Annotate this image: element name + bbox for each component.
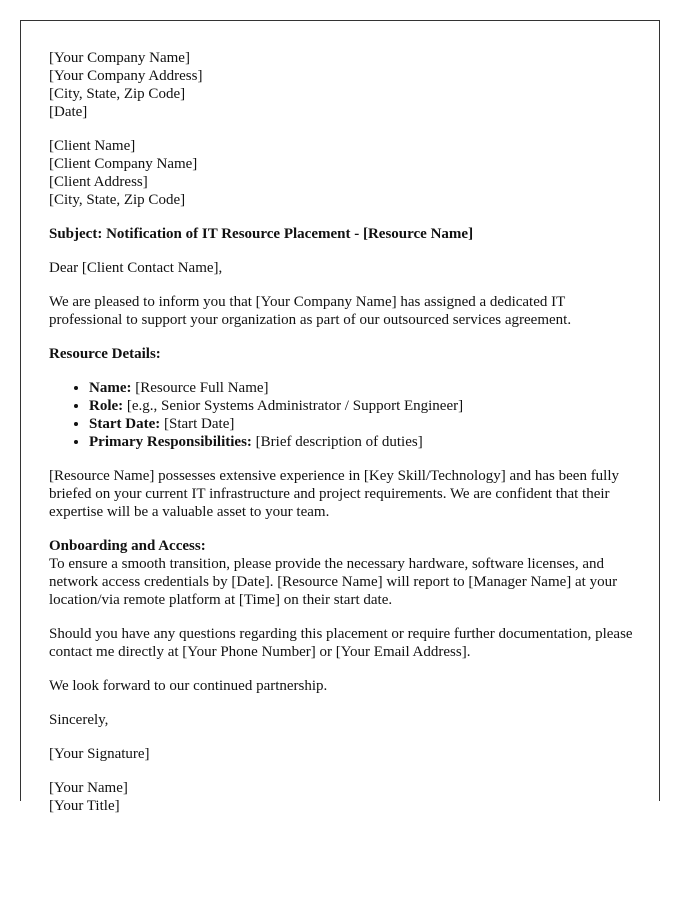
detail-value: [e.g., Senior Systems Administrator / Support Engineer]	[123, 398, 464, 414]
signer-name: [Your Name]	[49, 780, 128, 796]
detail-label: Start Date:	[89, 416, 161, 432]
intro-paragraph: We are pleased to inform you that [Your Company Name] has assigned a dedicated IT professional to support your organization as part of our outsourced services agreement.	[49, 294, 572, 328]
resource-details-list	[49, 379, 639, 451]
client-company-name: [Client Company Name]	[49, 156, 198, 172]
onboarding-section	[49, 537, 639, 609]
onboarding-heading: Onboarding and Access:	[49, 538, 206, 554]
sender-address-block	[49, 49, 639, 121]
client-city-state-zip: [City, State, Zip Code]	[49, 192, 186, 208]
recipient-address-block	[49, 137, 639, 209]
client-address: [Client Address]	[49, 174, 148, 190]
detail-start-date	[89, 415, 639, 433]
resource-details-heading: Resource Details:	[49, 346, 161, 362]
letter-page	[20, 20, 660, 814]
detail-value: [Resource Full Name]	[131, 380, 269, 396]
closing-line: We look forward to our continued partnership.	[49, 678, 328, 694]
client-name: [Client Name]	[49, 138, 136, 154]
onboarding-body: To ensure a smooth transition, please provide the necessary hardware, software licenses, and network access credentials by [Date]. [Resource Name] will report to [Manager Name] at your location/via remote platform at [Time] on their start date.	[49, 556, 618, 608]
signer-title: [Your Title]	[49, 798, 120, 814]
sender-city-state-zip: [City, State, Zip Code]	[49, 86, 186, 102]
signoff: Sincerely,	[49, 712, 109, 728]
contact-paragraph: Should you have any questions regarding this placement or require further documentation, please contact me directly at [Your Phone Number] or [Your Email Address].	[49, 626, 633, 660]
detail-label: Role:	[89, 398, 124, 414]
signer-block	[49, 779, 639, 815]
experience-paragraph: [Resource Name] possesses extensive experience in [Key Skill/Technology] and has been fully briefed on your current IT infrastructure and project requirements. We are confident that their expertise will be a valuable asset to your team.	[49, 468, 620, 520]
detail-responsibilities	[89, 433, 639, 451]
letter-date: [Date]	[49, 104, 88, 120]
signature-placeholder: [Your Signature]	[49, 746, 150, 762]
salutation: Dear [Client Contact Name],	[49, 260, 223, 276]
detail-value: [Brief description of duties]	[251, 434, 423, 450]
detail-value: [Start Date]	[160, 416, 235, 432]
letter-content	[49, 49, 639, 831]
subject-line: Subject: Notification of IT Resource Placement - [Resource Name]	[49, 226, 474, 242]
detail-name	[89, 379, 639, 397]
detail-label: Name:	[89, 380, 132, 396]
detail-role	[89, 397, 639, 415]
sender-company-name: [Your Company Name]	[49, 50, 190, 66]
sender-company-address: [Your Company Address]	[49, 68, 203, 84]
detail-label: Primary Responsibilities:	[89, 434, 252, 450]
